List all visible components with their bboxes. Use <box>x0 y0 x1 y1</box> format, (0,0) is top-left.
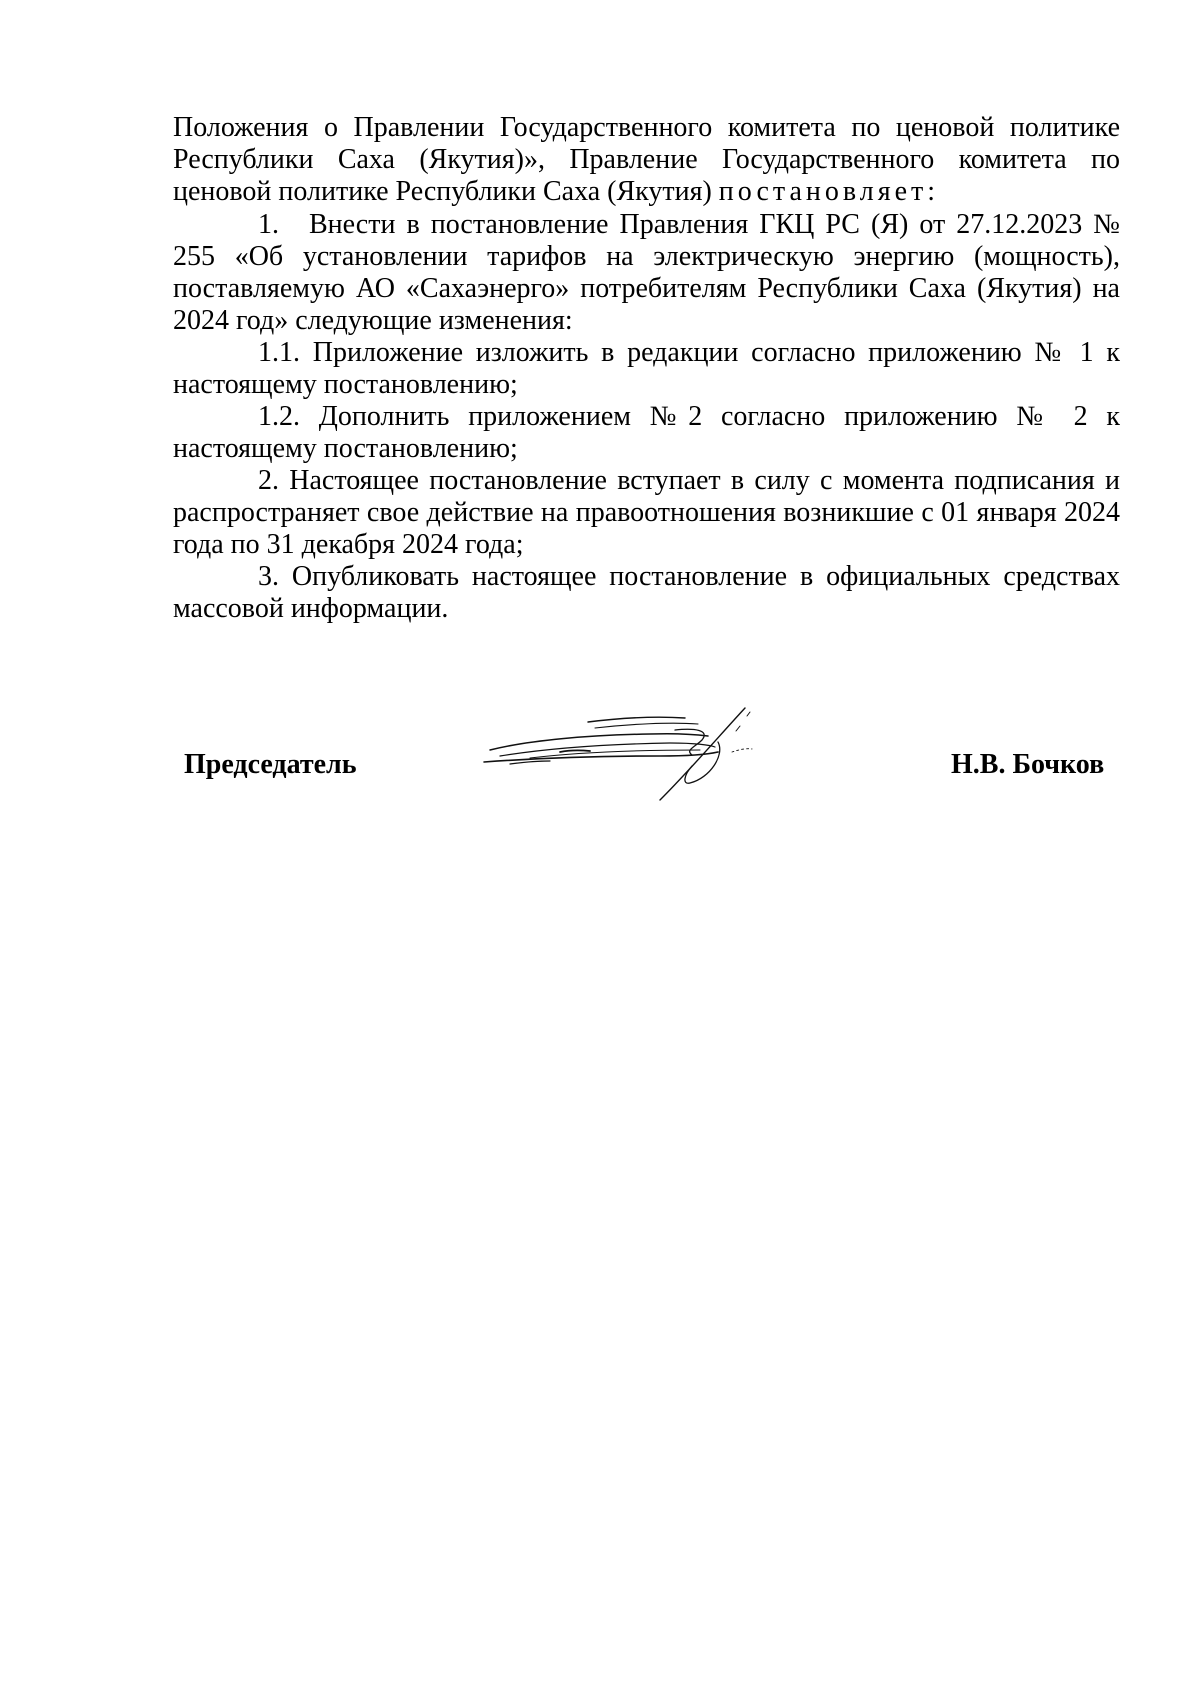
resolution-word: постановляет: <box>718 176 940 207</box>
item-1-text: Внести в постановление Правления ГКЦ РС (Я) от 27.12.2023 № 255 «Об установлении тарифов на электрическую энергию (мощность), поставляемую АО «Сахаэнерго» потребителям Республики Саха (Якутия) на 2024 год» следующие изменения: <box>173 209 1120 336</box>
signatory-name: Н.В. Бочков <box>951 749 1105 780</box>
intro-paragraph <box>173 112 1120 208</box>
intro-text: Положения о Правлении Государственного комитета по ценовой политике Республики Саха (Якутия)», Правление Государственного комитета по ценовой политике Республики Саха (Якутия) <box>173 112 1120 207</box>
signature-block <box>0 700 1200 810</box>
handwritten-signature <box>470 700 790 805</box>
item-2: 2. Настоящее постановление вступает в силу с момента подписания и распространяет свое действие на правоотношения возникшие с 01 января 2024 года по 31 декабря 2024 года; <box>173 465 1120 560</box>
item-1-2: 1.2. Дополнить приложением №2 согласно приложению № 2 к настоящему постановлению; <box>173 401 1120 464</box>
signatory-title: Председатель <box>184 749 357 780</box>
document-body <box>173 112 1120 625</box>
item-1 <box>173 209 1120 337</box>
item-3: 3. Опубликовать настоящее постановление в официальных средствах массовой информации. <box>173 561 1120 624</box>
item-1-1: 1.1. Приложение изложить в редакции согласно приложению № 1 к настоящему постановлению; <box>173 337 1120 400</box>
item-1-number: 1. <box>258 209 279 240</box>
